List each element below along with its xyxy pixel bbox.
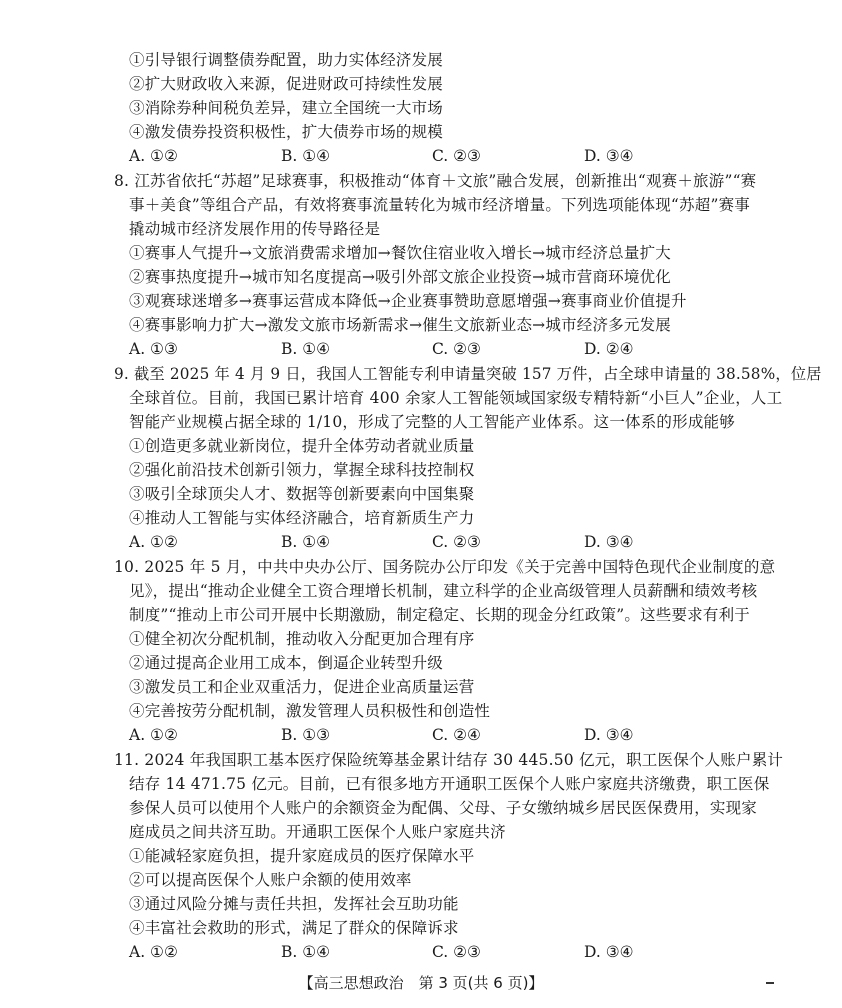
q9-stem-line-3: 智能产业规模占据全球的 1/10，形成了完整的人工智能产业体系。这一体系的形成能够	[129, 413, 735, 431]
q10-stem-line-3: 制度”“推动上市公司开展中长期激励，制定稳定、长期的现金分红政策”。这些要求有利于	[129, 606, 750, 624]
q7-option-d[interactable]: D. ③④	[584, 147, 634, 165]
q11-item-4: ④丰富社会救助的形式，满足了群众的保障诉求	[129, 919, 459, 937]
q11-options	[129, 940, 729, 964]
q9-item-3: ③吸引全球顶尖人才、数据等创新要素向中国集聚	[129, 485, 475, 503]
q8-item-1: ①赛事人气提升→文旅消费需求增加→餐饮住宿业收入增长→城市经济总量扩大	[129, 244, 671, 262]
q11-option-c[interactable]: C. ②③	[432, 943, 481, 961]
q7-option-a[interactable]: A. ①②	[129, 147, 178, 165]
q8-item-2: ②赛事热度提升→城市知名度提高→吸引外部文旅企业投资→城市营商环境优化	[129, 268, 671, 286]
q8-stem-line-1: 8. 江苏省依托“苏超”足球赛事，积极推动“体育＋文旅”融合发展，创新推出“观赛＋旅游”“赛	[114, 172, 757, 190]
q7-item-3: ③消除券种间税负差异，建立全国统一大市场	[129, 99, 444, 117]
q7-option-c[interactable]: C. ②③	[432, 147, 481, 165]
q7-option-b[interactable]: B. ①④	[281, 147, 331, 165]
q11-stem-line-2: 结存 14 471.75 亿元。目前，已有很多地方开通职工医保个人账户家庭共济缴费，职工医保	[129, 775, 770, 793]
q8-stem-line-3: 撬动城市经济发展作用的传导路径是	[129, 220, 381, 238]
q8-option-b[interactable]: B. ①④	[281, 340, 331, 358]
q9-option-c[interactable]: C. ②③	[432, 533, 481, 551]
q10-item-2: ②通过提高企业用工成本，倒逼企业转型升级	[129, 654, 444, 672]
q11-item-3: ③通过风险分摊与责任共担，发挥社会互助功能	[129, 895, 459, 913]
q9-option-a[interactable]: A. ①②	[129, 533, 178, 551]
q8-option-d[interactable]: D. ②④	[584, 340, 634, 358]
q10-option-a[interactable]: A. ①②	[129, 726, 178, 744]
q11-stem-line-1: 11. 2024 年我国职工基本医疗保险统筹基金累计结存 30 445.50 亿元，职工医保个人账户累计	[114, 751, 784, 769]
q11-option-b[interactable]: B. ①④	[281, 943, 331, 961]
q10-option-d[interactable]: D. ③④	[584, 726, 634, 744]
q9-item-2: ②强化前沿技术创新引领力，掌握全球科技控制权	[129, 461, 475, 479]
q9-options	[129, 530, 729, 554]
footer-dash	[766, 982, 774, 984]
q11-item-2: ②可以提高医保个人账户余额的使用效率	[129, 871, 412, 889]
q10-option-b[interactable]: B. ①③	[281, 726, 331, 744]
q8-option-c[interactable]: C. ②③	[432, 340, 481, 358]
q10-item-1: ①健全初次分配机制，推动收入分配更加合理有序	[129, 630, 475, 648]
q10-options	[129, 723, 729, 747]
q10-stem-line-1: 10. 2025 年 5 月，中共中央办公厅、国务院办公厅印发《关于完善中国特色现代企业制度的意	[114, 558, 776, 576]
q8-options	[129, 337, 729, 361]
q9-item-1: ①创造更多就业新岗位，提升全体劳动者就业质量	[129, 437, 475, 455]
page-footer: 【高三思想政治 第 3 页(共 6 页)】	[298, 974, 544, 992]
q7-item-1: ①引导银行调整债券配置，助力实体经济发展	[129, 51, 444, 69]
q8-item-3: ③观赛球迷增多→赛事运营成本降低→企业赛事赞助意愿增强→赛事商业价值提升	[129, 292, 687, 310]
q9-stem-line-2: 全球首位。目前，我国已累计培育 400 余家人工智能领域国家级专精特新“小巨人”企业，人工	[129, 389, 783, 407]
q7-options	[129, 144, 729, 168]
q9-stem-line-1: 9. 截至 2025 年 4 月 9 日，我国人工智能专利申请量突破 157 万件，占全球申请量的 38.58%，位居	[114, 365, 822, 383]
q11-option-d[interactable]: D. ③④	[584, 943, 634, 961]
q10-item-4: ④完善按劳分配机制，激发管理人员积极性和创造性	[129, 702, 491, 720]
q11-stem-line-3: 参保人员可以使用个人账户的余额资金为配偶、父母、子女缴纳城乡居民医保费用，实现家	[129, 799, 758, 817]
q8-item-4: ④赛事影响力扩大→激发文旅市场新需求→催生文旅新业态→城市经济多元发展	[129, 316, 671, 334]
q8-stem-line-2: 事＋美食”等组合产品，有效将赛事流量转化为城市经济增量。下列选项能体现“苏超”赛事	[129, 196, 750, 214]
q10-option-c[interactable]: C. ②④	[432, 726, 481, 744]
q11-option-a[interactable]: A. ①②	[129, 943, 178, 961]
q10-item-3: ③激发员工和企业双重活力，促进企业高质量运营	[129, 678, 475, 696]
q11-item-1: ①能减轻家庭负担，提升家庭成员的医疗保障水平	[129, 847, 475, 865]
q8-option-a[interactable]: A. ①③	[129, 340, 178, 358]
q7-item-4: ④激发债券投资积极性，扩大债券市场的规模	[129, 123, 444, 141]
q9-option-d[interactable]: D. ③④	[584, 533, 634, 551]
q9-option-b[interactable]: B. ①④	[281, 533, 331, 551]
q7-item-2: ②扩大财政收入来源，促进财政可持续性发展	[129, 75, 444, 93]
q11-stem-line-4: 庭成员之间共济互助。开通职工医保个人账户家庭共济	[129, 823, 506, 841]
q10-stem-line-2: 见》，提出“推动企业健全工资合理增长机制，建立科学的企业高级管理人员薪酬和绩效考核	[129, 582, 758, 600]
q9-item-4: ④推动人工智能与实体经济融合，培育新质生产力	[129, 509, 475, 527]
